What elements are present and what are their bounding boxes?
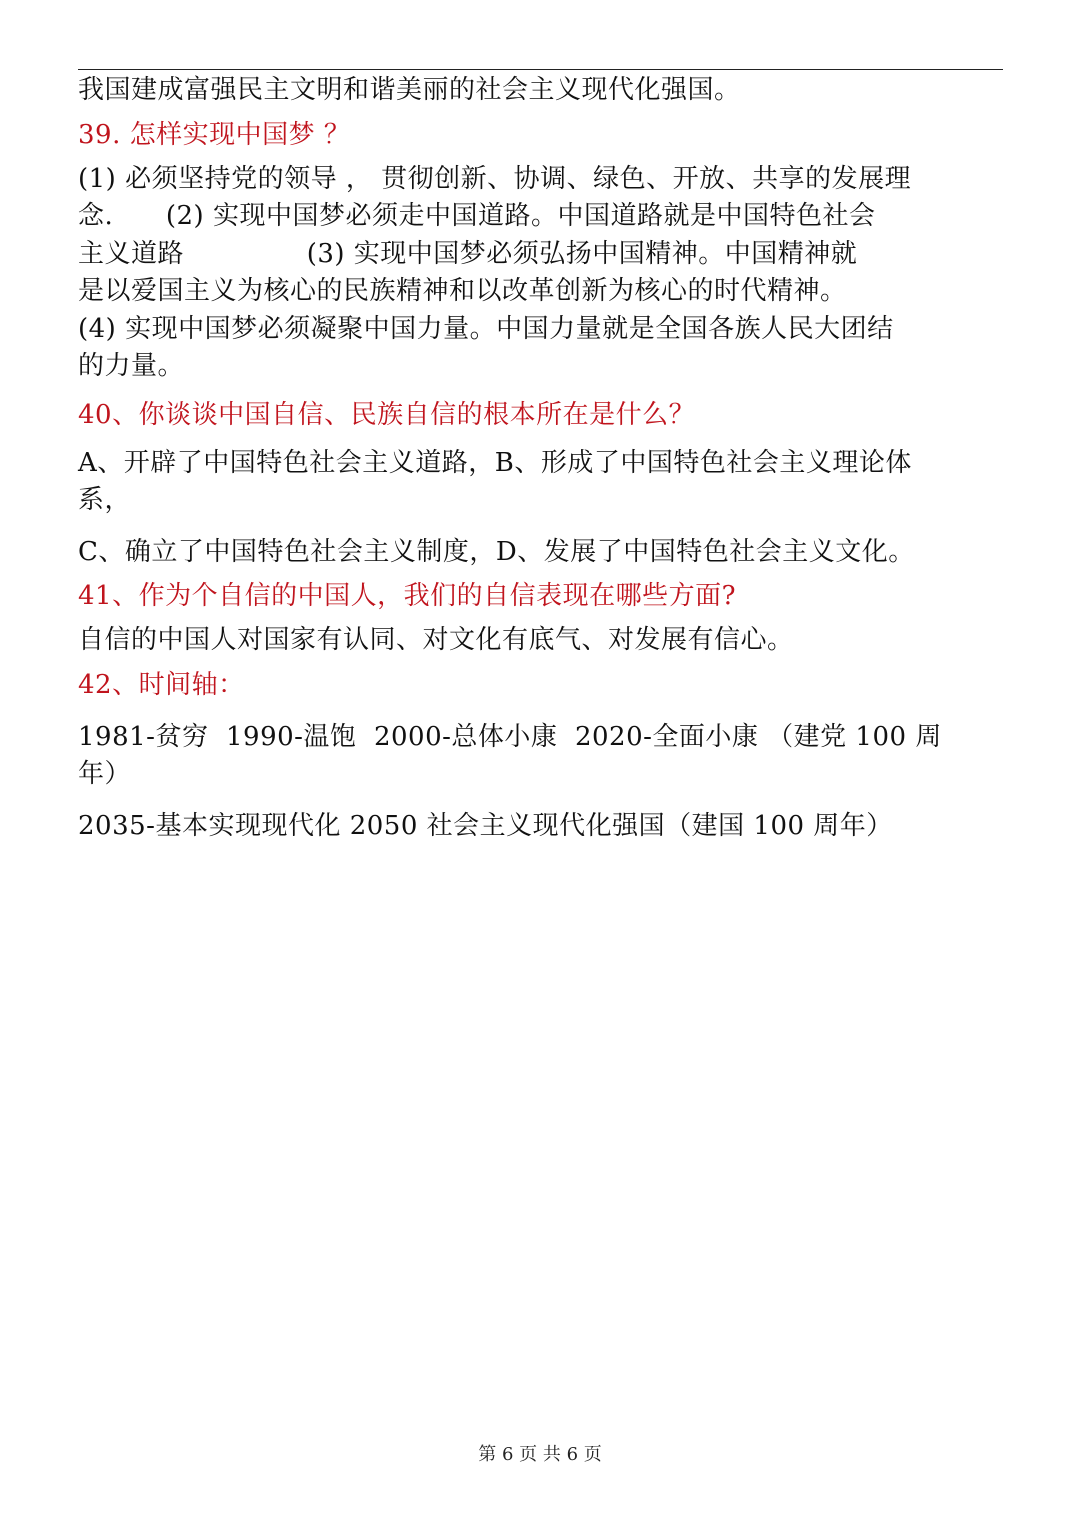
question-39-answer xyxy=(78,161,1008,386)
answer-line: 主义道路 (3) 实现中国梦必须弘扬中国精神。中国精神就 xyxy=(78,238,858,269)
question-40-heading: 40、你谈谈中国自信、民族自信的根本所在是什么？ xyxy=(78,399,696,430)
answer-line: 念. (2) 实现中国梦必须走中国道路。中国道路就是中国特色社会 xyxy=(78,201,876,231)
question-40-answer-ab xyxy=(78,445,1008,520)
answer-line: (1) 必须坚持党的领导 ， 贯彻创新、协调、绿色、开放、共享的发展理 xyxy=(78,163,912,194)
header-rule xyxy=(78,69,1003,70)
intro-line: 我国建成富强民主文明和谐美丽的社会主义现代化强国。 xyxy=(78,75,741,105)
answer-line: 系， xyxy=(78,485,132,515)
timeline-line: 年） xyxy=(78,759,132,789)
question-41-answer: 自信的中国人对国家有认同、对文化有底气、对发展有信心。 xyxy=(78,625,794,655)
answer-line: (4) 实现中国梦必须凝聚中国力量。中国力量就是全国各族人民大团结 xyxy=(78,313,894,344)
question-42-heading: 42、时间轴： xyxy=(78,669,245,700)
page-content xyxy=(78,72,1008,845)
timeline-row-2: 2035-基本实现现代化 2050 社会主义现代化强国（建国 100 周年） xyxy=(78,810,893,841)
question-40-answer-cd: C、确立了中国特色社会主义制度，D、发展了中国特色社会主义文化。 xyxy=(78,536,915,567)
question-41-heading: 41、作为个自信的中国人，我们的自信表现在哪些方面? xyxy=(78,581,737,611)
timeline-row-1 xyxy=(78,719,1008,794)
timeline-line: 1981-贫穷 1990-温饱 2000-总体小康 2020-全面小康 （建党 100 周 xyxy=(78,721,942,752)
answer-line: A、开辟了中国特色社会主义道路，B、形成了中国特色社会主义理论体 xyxy=(78,447,912,478)
page-number-footer: 第 6 页 共 6 页 xyxy=(478,1444,602,1465)
answer-line: 是以爱国主义为核心的民族精神和以改革创新为核心的时代精神。 xyxy=(78,276,847,306)
question-39-heading: 39. 怎样实现中国梦 ？ xyxy=(78,119,351,150)
answer-line: 的力量。 xyxy=(78,351,185,381)
